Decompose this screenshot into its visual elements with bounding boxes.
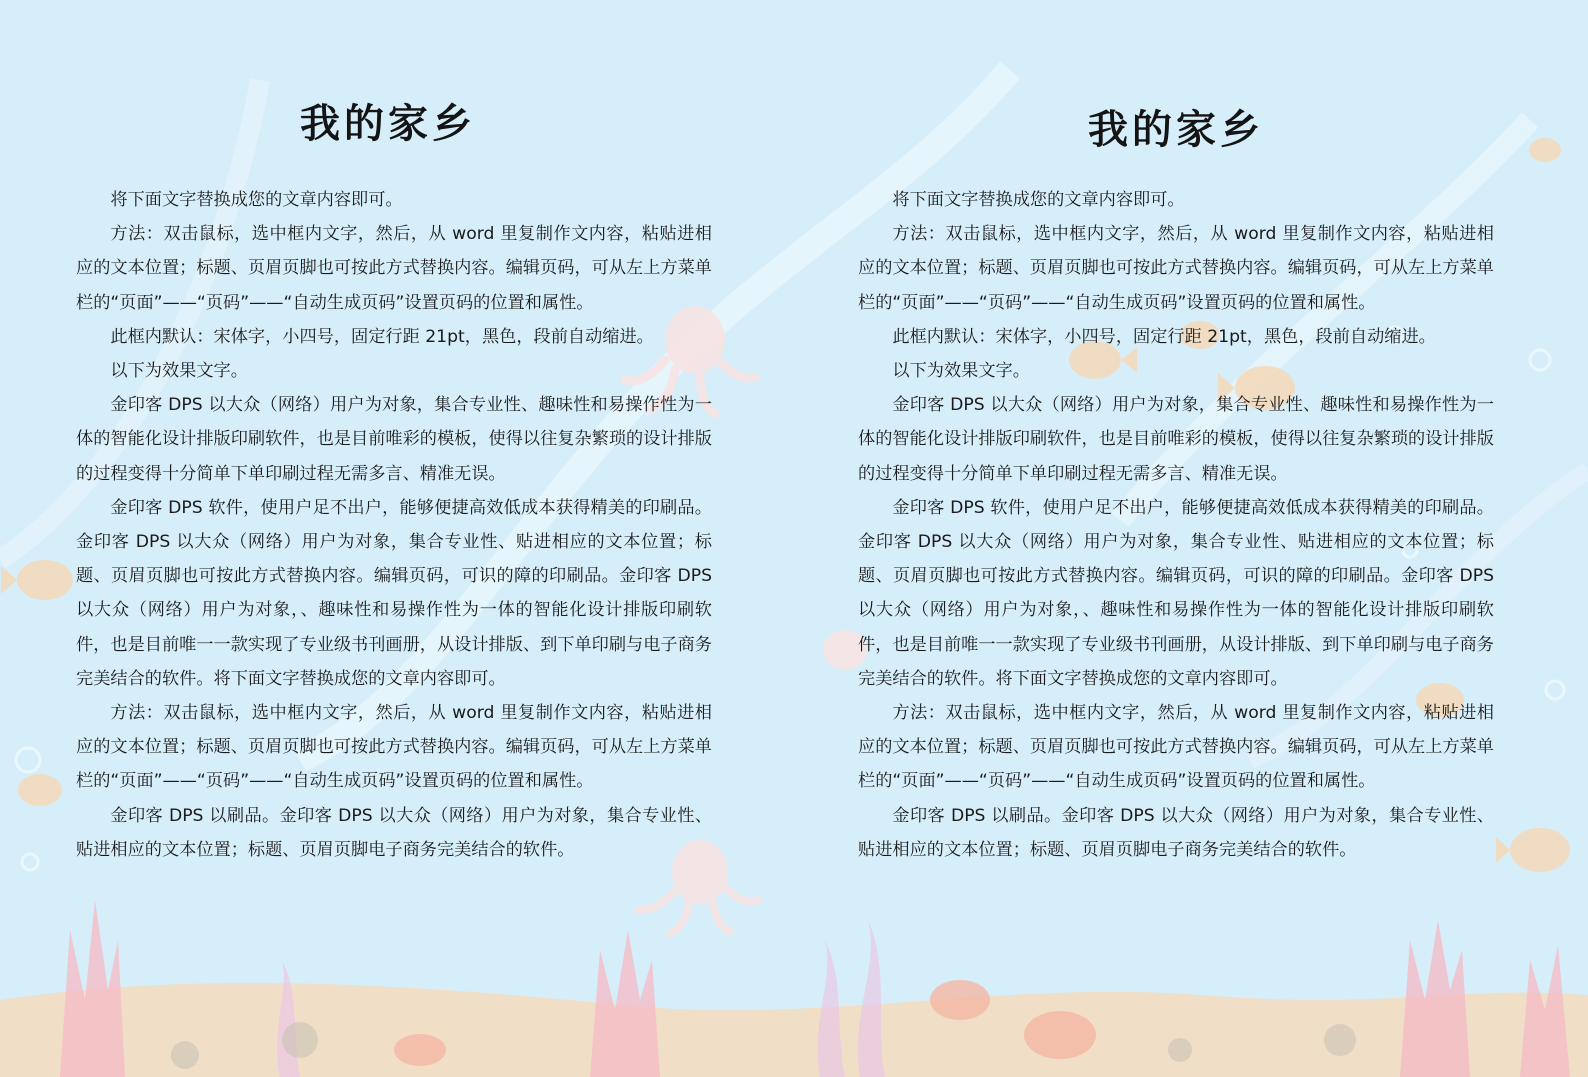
article-body [858,183,1494,867]
paragraph: 金印客 DPS 以大众（网络）用户为对象，集合专业性、趣味性和易操作性为一体的智能化设计排版印刷软件，也是目前唯彩的模板，使得以往复杂繁琐的设计排版的过程变得十分简单下单印刷过程无需多言、精准无误。 [858,395,1494,484]
page-title: 我的家乡 [1088,106,1264,153]
right-page [858,0,1494,1077]
article-body [76,183,712,867]
paragraph: 方法：双击鼠标，选中框内文字，然后，从 word 里复制作文内容，粘贴进相应的文本位置；标题、页眉页脚也可按此方式替换内容。编辑页码，可从左上方菜单栏的“页面”——“页码”——“自动生成页码”设置页码的位置和属性。 [858,703,1494,792]
paragraph: 金印客 DPS 以刷品。金印客 DPS 以大众（网络）用户为对象，集合专业性、贴进相应的文本位置；标题、页眉页脚电子商务完美结合的软件。 [76,805,712,860]
paragraph: 此框内默认：宋体字，小四号，固定行距 21pt，黑色，段前自动缩进。 [892,326,1436,347]
paragraph: 此框内默认：宋体字，小四号，固定行距 21pt，黑色，段前自动缩进。 [110,326,654,347]
paragraph: 金印客 DPS 软件，使用户足不出户，能够便捷高效低成本获得精美的印刷品。金印客 DPS 以大众（网络）用户为对象，集合专业性、贴进相应的文本位置；标题、页眉页脚也可按此方式替换内容。编辑页码，可识的障的印刷品。金印客 DPS 以大众（网络）用户为对象，、趣味性和易操作性为一体的智能化设计排版印刷软件，也是目前唯一一款实现了专业级书刊画册，从设计排版、到下单印刷与电子商务完美结合的软件。将下面文字替换成您的文章内容即可。 [76,497,712,689]
paragraph: 金印客 DPS 软件，使用户足不出户，能够便捷高效低成本获得精美的印刷品。金印客 DPS 以大众（网络）用户为对象，集合专业性、贴进相应的文本位置；标题、页眉页脚也可按此方式替换内容。编辑页码，可识的障的印刷品。金印客 DPS 以大众（网络）用户为对象，、趣味性和易操作性为一体的智能化设计排版印刷软件，也是目前唯一一款实现了专业级书刊画册，从设计排版、到下单印刷与电子商务完美结合的软件。将下面文字替换成您的文章内容即可。 [858,497,1494,689]
left-page [76,0,712,1077]
paragraph: 以下为效果文字。 [110,361,248,382]
paragraph: 金印客 DPS 以大众（网络）用户为对象，集合专业性、趣味性和易操作性为一体的智能化设计排版印刷软件，也是目前唯彩的模板，使得以往复杂繁琐的设计排版的过程变得十分简单下单印刷过程无需多言、精准无误。 [76,395,712,484]
page-title: 我的家乡 [300,100,476,147]
paragraph: 将下面文字替换成您的文章内容即可。 [110,190,403,210]
paragraph: 方法：双击鼠标，选中框内文字，然后，从 word 里复制作文内容，粘贴进相应的文本位置；标题、页眉页脚也可按此方式替换内容。编辑页码，可从左上方菜单栏的“页面”——“页码”——“自动生成页码”设置页码的位置和属性。 [76,703,712,792]
paragraph: 金印客 DPS 以刷品。金印客 DPS 以大众（网络）用户为对象，集合专业性、贴进相应的文本位置；标题、页眉页脚电子商务完美结合的软件。 [858,805,1494,860]
paragraph: 方法：双击鼠标，选中框内文字，然后，从 word 里复制作文内容，粘贴进相应的文本位置；标题、页眉页脚也可按此方式替换内容。编辑页码，可从左上方菜单栏的“页面”——“页码”——“自动生成页码”设置页码的位置和属性。 [858,224,1494,313]
paragraph: 以下为效果文字。 [892,361,1030,382]
paragraph: 将下面文字替换成您的文章内容即可。 [892,190,1185,210]
paragraph: 方法：双击鼠标，选中框内文字，然后，从 word 里复制作文内容，粘贴进相应的文本位置；标题、页眉页脚也可按此方式替换内容。编辑页码，可从左上方菜单栏的“页面”——“页码”——“自动生成页码”设置页码的位置和属性。 [76,224,712,313]
